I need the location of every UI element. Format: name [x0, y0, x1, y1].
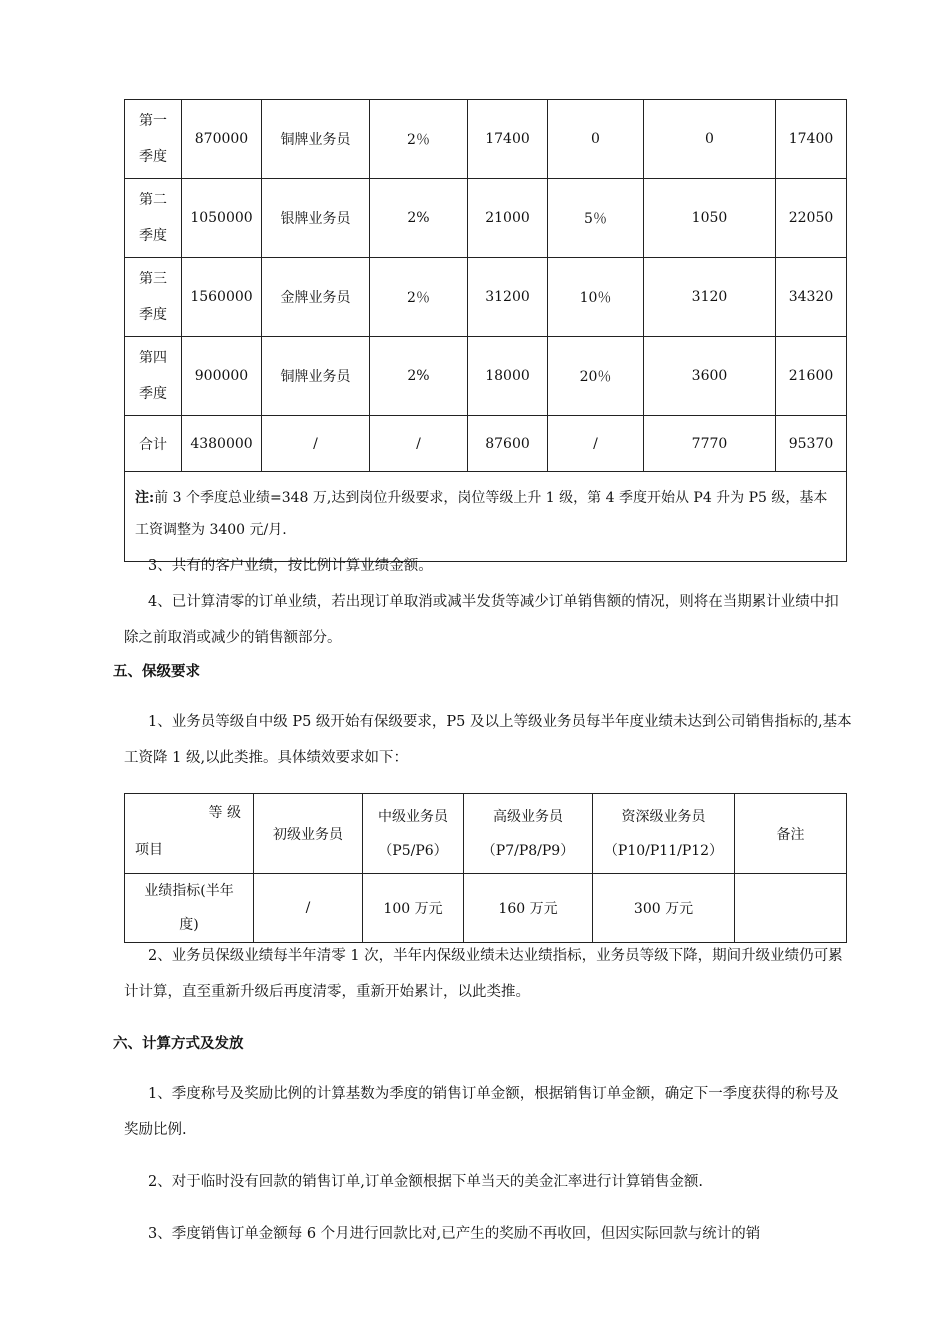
amount-cell: 17400 — [468, 100, 548, 179]
junior-value: / — [254, 874, 363, 943]
sum-row — [125, 416, 847, 472]
header-item-label: 项目 — [135, 842, 163, 858]
table-row — [125, 100, 847, 179]
sales-cell: 900000 — [182, 337, 262, 416]
paragraph-6-1: 1、季度称号及奖励比例的计算基数为季度的销售订单金额，根据销售订单金额，确定下一季度获得的称号及奖励比例. — [124, 1086, 839, 1138]
quarterly-bonus-table — [124, 99, 847, 562]
period-cell: 第三 季度 — [125, 258, 182, 337]
sum-bonus: 7770 — [644, 416, 776, 472]
bonus-rate-cell: 0 — [548, 100, 644, 179]
expert-value: 300 万元 — [593, 874, 735, 943]
amount-cell: 18000 — [468, 337, 548, 416]
remark-value — [735, 874, 847, 943]
rate-cell: 2％ — [370, 100, 468, 179]
sum-bonus-rate: / — [548, 416, 644, 472]
table-row — [125, 337, 847, 416]
amount-cell: 21000 — [468, 179, 548, 258]
paragraph-3: 3、共有的客户业绩，按比例计算业绩金额。 — [148, 558, 433, 574]
remark-header: 备注 — [735, 794, 847, 874]
bonus-rate-cell: 10％ — [548, 258, 644, 337]
sum-label: 合计 — [125, 416, 182, 472]
title-cell: 铜牌业务员 — [262, 100, 370, 179]
expert-header: 资深级业务员 （P10/P11/P12） — [593, 794, 735, 874]
bonus-cell: 3120 — [644, 258, 776, 337]
sum-title: / — [262, 416, 370, 472]
sum-amount: 87600 — [468, 416, 548, 472]
sales-cell: 870000 — [182, 100, 262, 179]
row-label: 业绩指标(半年 度) — [125, 874, 254, 943]
note-text: 前 3 个季度总业绩=348 万,达到岗位升级要求，岗位等级上升 1 级，第 4 季度开始从 P4 升为 P5 级，基本工资调整为 3400 元/月. — [135, 490, 828, 538]
title-cell: 金牌业务员 — [262, 258, 370, 337]
sales-cell: 1560000 — [182, 258, 262, 337]
period-cell: 第二 季度 — [125, 179, 182, 258]
sum-sales: 4380000 — [182, 416, 262, 472]
total-cell: 34320 — [776, 258, 847, 337]
total-cell: 22050 — [776, 179, 847, 258]
senior-value: 160 万元 — [464, 874, 593, 943]
paragraph-5-2: 2、业务员保级业绩每半年清零 1 次，半年内保级业绩未达业绩指标，业务员等级下降，期间升级业绩仍可累计计算，直至重新升级后再度清零，重新开始累计，以此类推。 — [124, 948, 843, 1000]
rate-cell: 2％ — [370, 258, 468, 337]
total-cell: 17400 — [776, 100, 847, 179]
sum-rate: / — [370, 416, 468, 472]
bonus-cell: 0 — [644, 100, 776, 179]
bonus-cell: 3600 — [644, 337, 776, 416]
sales-cell: 1050000 — [182, 179, 262, 258]
mid-header: 中级业务员 （P5/P6） — [363, 794, 464, 874]
header-grade-label: 等 级 — [208, 805, 241, 821]
paragraph-6-2: 2、对于临时没有回款的销售订单,订单金额根据下单当天的美金汇率进行计算销售金额. — [148, 1174, 703, 1190]
sum-total: 95370 — [776, 416, 847, 472]
note-label: 注: — [135, 490, 155, 506]
retention-requirements-table — [124, 793, 847, 943]
paragraph-5-1: 1、业务员等级自中级 P5 级开始有保级要求，P5 及以上等级业务员每半年度业绩未达到公司销售指标的,基本工资降 1 级,以此类推。具体绩效要求如下： — [124, 714, 852, 766]
mid-value: 100 万元 — [363, 874, 464, 943]
junior-header: 初级业务员 — [254, 794, 363, 874]
rate-cell: 2% — [370, 179, 468, 258]
bonus-cell: 1050 — [644, 179, 776, 258]
total-cell: 21600 — [776, 337, 847, 416]
table-row — [125, 874, 847, 943]
section-heading-6: 六、计算方式及发放 — [113, 1036, 244, 1052]
paragraph-4: 4、已计算清零的订单业绩，若出现订单取消或减半发货等减少订单销售额的情况，则将在当期累计业绩中扣除之前取消或减少的销售额部分。 — [124, 594, 839, 646]
period-cell: 第一 季度 — [125, 100, 182, 179]
table-header-row — [125, 794, 847, 874]
paragraph-6-3: 3、季度销售订单金额每 6 个月进行回款比对,已产生的奖励不再收回，但因实际回款与统计的销 — [148, 1226, 761, 1242]
table-row — [125, 258, 847, 337]
amount-cell: 31200 — [468, 258, 548, 337]
senior-header: 高级业务员 （P7/P8/P9） — [464, 794, 593, 874]
bonus-rate-cell: 20％ — [548, 337, 644, 416]
section-heading-5: 五、保级要求 — [113, 664, 200, 680]
bonus-rate-cell: 5％ — [548, 179, 644, 258]
rate-cell: 2% — [370, 337, 468, 416]
title-cell: 铜牌业务员 — [262, 337, 370, 416]
diagonal-header-cell — [125, 794, 254, 874]
table-row — [125, 179, 847, 258]
period-cell: 第四 季度 — [125, 337, 182, 416]
title-cell: 银牌业务员 — [262, 179, 370, 258]
